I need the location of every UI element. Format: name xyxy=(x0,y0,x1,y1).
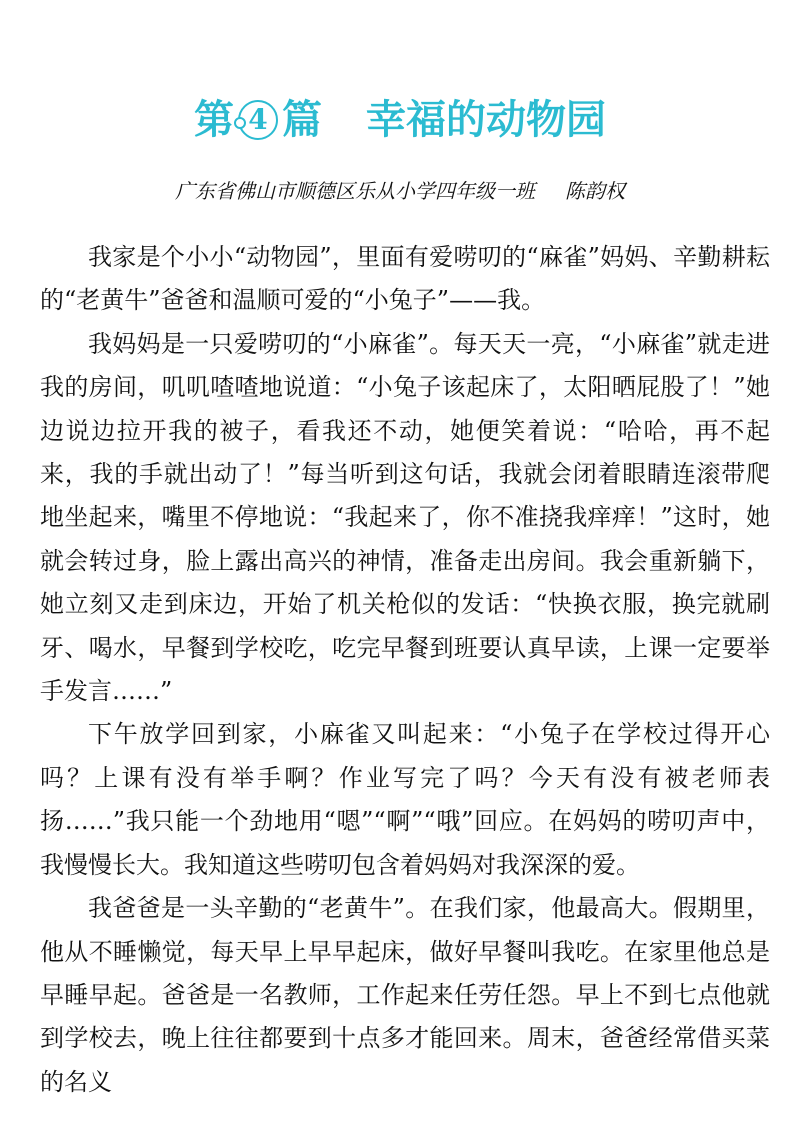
title-number-badge: 4 xyxy=(238,100,278,140)
article-body xyxy=(40,236,770,1104)
byline-author: 陈韵权 xyxy=(565,179,625,203)
paragraph: 下午放学回到家，小麻雀又叫起来：“小兔子在学校过得开心吗？上课有没有举手啊？作业写完了吗？今天有没有被老师表扬……”我只能一个劲地用“嗯”“啊”“哦”回应。在妈妈的唠叨声中，我慢慢长大。我知道这些唠叨包含着妈妈对我深深的爱。 xyxy=(40,720,770,879)
article-title xyxy=(0,92,800,148)
title-prefix: 第 xyxy=(194,96,234,143)
byline-school: 广东省佛山市顺德区乐从小学四年级一班 xyxy=(175,179,535,203)
byline xyxy=(0,176,800,206)
title-suffix: 篇 xyxy=(282,96,322,143)
paragraph: 我爸爸是一头辛勤的“老黄牛”。在我们家，他最高大。假期里，他从不睡懒觉，每天早上早早起床，做好早餐叫我吃。在家里他总是早睡早起。爸爸是一名教师，工作起来任劳任怨。早上不到七点他就到学校去，晚上往往都要到十点多才能回来。周末，爸爸经常借买菜的名义 xyxy=(40,894,770,1096)
paragraph: 我妈妈是一只爱唠叨的“小麻雀”。每天天一亮，“小麻雀”就走进我的房间，叽叽喳喳地说道：“小兔子该起床了，太阳晒屁股了！”她边说边拉开我的被子，看我还不动，她便笑着说：“哈哈，再不起来，我的手就出动了！”每当听到这句话，我就会闭着眼睛连滚带爬地坐起来，嘴里不停地说：“我起来了，你不准挠我痒痒！”这时，她就会转过身，脸上露出高兴的神情，准备走出房间。我会重新躺下，她立刻又走到床边，开始了机关枪似的发话：“快换衣服，换完就刷牙、喝水，早餐到学校吃，吃完早餐到班要认真早读，上课一定要举手发言……” xyxy=(40,329,770,706)
title-text: 幸福的动物园 xyxy=(366,96,606,143)
paragraph: 我家是个小小“动物园”，里面有爱唠叨的“麻雀”妈妈、辛勤耕耘的“老黄牛”爸爸和温顺可爱的“小兔子”——我。 xyxy=(40,243,770,315)
